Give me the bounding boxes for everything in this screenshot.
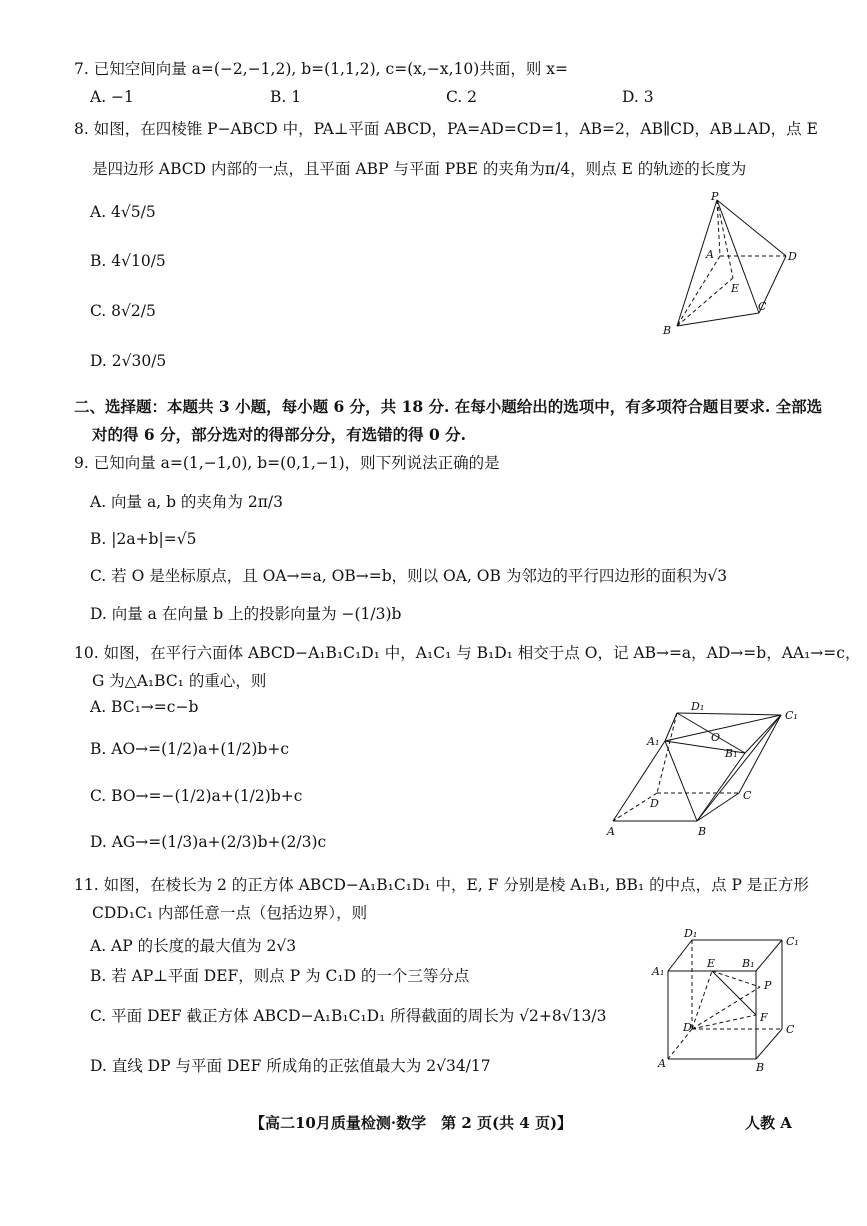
q11-option-d: D. 直线 DP 与平面 DEF 所成角的正弦值最大为 2√34/17	[90, 1057, 491, 1075]
section2-line-2: 对的得 6 分，部分选对的得部分分，有选错的得 0 分.	[92, 425, 467, 444]
q7-stem: 7. 已知空间向量 a=(−2,−1,2), b=(1,1,2), c=(x,−x,10)共面，则 x=	[74, 60, 568, 78]
q10-label-C: C	[743, 789, 752, 802]
q11-option-c: C. 平面 DEF 截正方体 ABCD−A₁B₁C₁D₁ 所得截面的周长为 √2+8√13/3	[90, 1007, 607, 1025]
q11-label-D1: D₁	[684, 927, 698, 940]
q8-option-b: B. 4√10/5	[90, 252, 166, 270]
section2-line-1: 二、选择题：本题共 3 小题，每小题 6 分，共 18 分. 在每小题给出的选项中，有多项符合题目要求. 全部选	[74, 397, 823, 416]
q8-option-c: C. 8√2/5	[90, 302, 156, 320]
q8-pyramid-figure	[655, 188, 805, 338]
q10-line-2: G 为△A₁BC₁ 的重心，则	[92, 672, 267, 690]
q10-option-a: A. BC₁→=c−b	[90, 698, 199, 716]
q8-label-B: B	[663, 324, 672, 337]
q7-option-a: A. −1	[90, 88, 134, 106]
q9-option-c: C. 若 O 是坐标原点，且 OA→=a, OB→=b，则以 OA, OB 为邻边的平行四边形的面积为√3	[90, 567, 728, 585]
q11-option-a: A. AP 的长度的最大值为 2√3	[90, 937, 297, 955]
q11-label-F: F	[760, 1011, 768, 1024]
q11-label-B1: B₁	[742, 957, 755, 970]
q10-option-c: C. BO→=−(1/2)a+(1/2)b+c	[90, 787, 303, 805]
q10-label-A1: A₁	[647, 735, 660, 748]
q11-label-C1: C₁	[786, 935, 799, 948]
q8-label-P: P	[711, 190, 719, 203]
q11-label-B: B	[756, 1061, 765, 1074]
q11-cube-figure	[650, 925, 810, 1075]
q10-option-d: D. AG→=(1/3)a+(2/3)b+(2/3)c	[90, 833, 327, 851]
q11-label-A: A	[658, 1057, 666, 1070]
q8-label-E: E	[731, 282, 740, 295]
q10-label-A: A	[607, 825, 615, 838]
q7-option-d: D. 3	[622, 88, 654, 106]
q10-label-B1: B₁	[725, 747, 738, 760]
q10-parallelepiped-figure	[605, 695, 805, 840]
q10-label-D: D	[650, 797, 659, 810]
footer-page-info: 【高二10月质量检测·数学 第 2 页(共 4 页)】	[250, 1114, 573, 1132]
q7-option-b: B. 1	[270, 88, 302, 106]
q8-option-a: A. 4√5/5	[90, 203, 156, 221]
q8-label-D: D	[788, 250, 797, 263]
q11-label-D: D	[683, 1021, 692, 1034]
q8-option-d: D. 2√30/5	[90, 352, 167, 370]
q10-label-D1: D₁	[691, 700, 705, 713]
q7-option-c: C. 2	[446, 88, 478, 106]
q10-label-O: O	[711, 731, 721, 744]
q11-label-P: P	[764, 979, 772, 992]
q10-option-b: B. AO→=(1/2)a+(1/2)b+c	[90, 740, 290, 758]
footer-edition: 人教 A	[745, 1114, 792, 1132]
q10-label-B: B	[698, 825, 707, 838]
q11-line-2: CDD₁C₁ 内部任意一点（包括边界），则	[92, 904, 368, 922]
q8-line-2: 是四边形 ABCD 内部的一点，且平面 ABP 与平面 PBE 的夹角为π/4，则点 E 的轨迹的长度为	[92, 160, 747, 178]
q9-option-b: B. |2a+b|=√5	[90, 530, 197, 548]
q10-line-1: 10. 如图，在平行六面体 ABCD−A₁B₁C₁D₁ 中，A₁C₁ 与 B₁D₁ 相交于点 O，记 AB→=a，AD→=b，AA₁→=c，	[74, 644, 861, 662]
q8-label-A: A	[706, 248, 714, 261]
q8-line-1: 8. 如图，在四棱锥 P−ABCD 中，PA⊥平面 ABCD，PA=AD=CD=1，AB=2，AB∥CD，AB⊥AD，点 E	[74, 120, 818, 138]
q9-option-a: A. 向量 a, b 的夹角为 2π/3	[90, 493, 283, 511]
q9-option-d: D. 向量 a 在向量 b 上的投影向量为 −(1/3)b	[90, 605, 402, 623]
q11-label-C: C	[786, 1023, 795, 1036]
q9-stem: 9. 已知向量 a=(1,−1,0), b=(0,1,−1)，则下列说法正确的是	[74, 454, 500, 472]
q11-option-b: B. 若 AP⊥平面 DEF，则点 P 为 C₁D 的一个三等分点	[90, 967, 470, 985]
q11-line-1: 11. 如图，在棱长为 2 的正方体 ABCD−A₁B₁C₁D₁ 中，E, F 分别是棱 A₁B₁, BB₁ 的中点，点 P 是正方形	[74, 876, 809, 894]
q11-label-A1: A₁	[652, 965, 665, 978]
q8-label-C: C	[758, 300, 767, 313]
q11-label-E: E	[707, 957, 716, 970]
q10-label-C1: C₁	[785, 709, 798, 722]
